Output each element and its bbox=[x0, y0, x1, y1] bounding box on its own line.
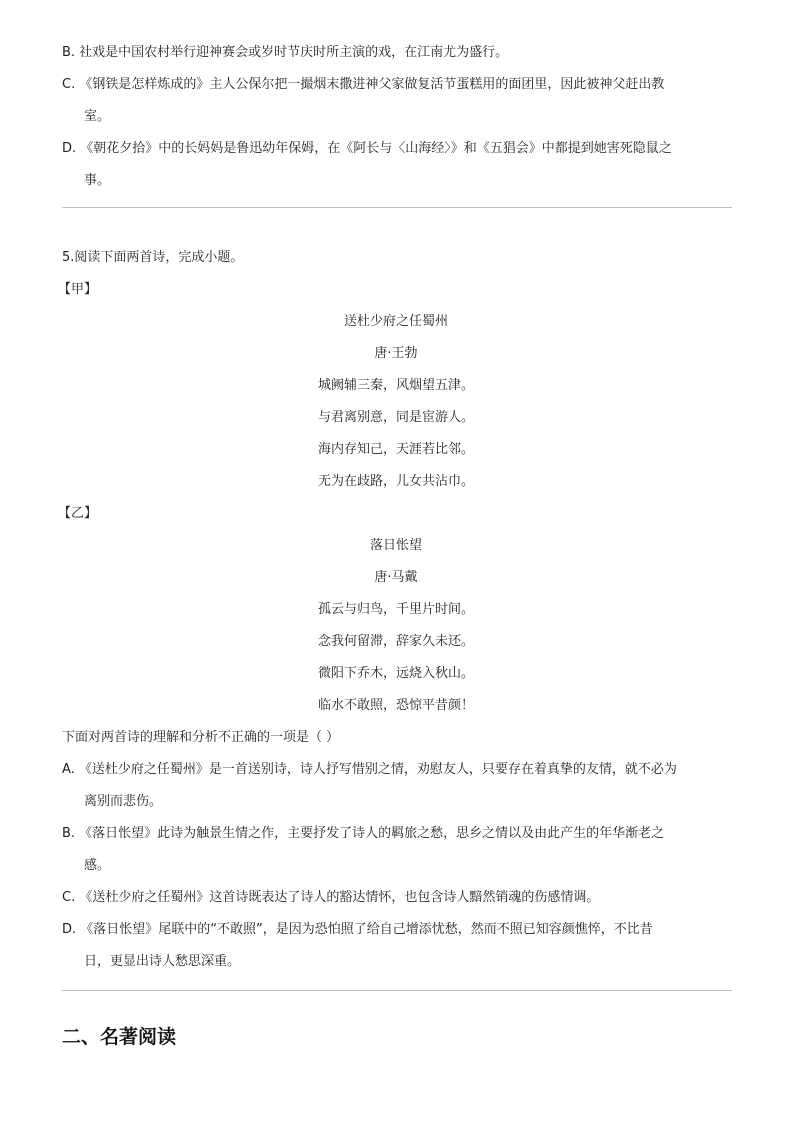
q5-option-d: D. 《落日怅望》尾联中的“不敢照”，是因为恐怕照了给自己增添忧愁，然而不照已知容颜憔悴，不比昔 bbox=[62, 922, 653, 937]
q5-option-d-continued: 日，更显出诗人愁思深重。 bbox=[84, 954, 241, 969]
section-title: 二、名著阅读 bbox=[62, 1026, 177, 1048]
q5-option-b-continued: 感。 bbox=[84, 858, 111, 873]
poem2-title: 落日怅望 bbox=[369, 538, 422, 553]
poem2-line: 微阳下乔木，远烧入秋山。 bbox=[317, 666, 474, 681]
poem-jia-label: 【甲】 bbox=[58, 282, 98, 297]
poem1-line: 无为在歧路，儿女共沾巾。 bbox=[317, 474, 474, 489]
poem2-line: 临水不敢照，恐惊平昔颜！ bbox=[317, 698, 474, 713]
q4-option-d: D. 《朝花夕拾》中的长妈妈是鲁迅幼年保姆，在《阿长与〈山海经〉》和《五猖会》中都提到她害死隐鼠之 bbox=[62, 141, 672, 156]
q4-option-c: C. 《钢铁是怎样炼成的》主人公保尔把一撮烟末撒进神父家做复活节蛋糕用的面团里，因此被神父赶出教 bbox=[62, 77, 665, 92]
poem1-line: 城阙辅三秦，风烟望五津。 bbox=[317, 378, 474, 393]
poem1-author: 唐·王勃 bbox=[374, 346, 418, 361]
poem2-line: 念我何留滞，辞家久未还。 bbox=[317, 634, 474, 649]
poem1-line: 海内存知己，天涯若比邻。 bbox=[317, 442, 474, 457]
poem2-line: 孤云与归鸟，千里片时间。 bbox=[317, 602, 474, 617]
poem1-title: 送杜少府之任蜀州 bbox=[343, 314, 448, 329]
q5-option-a-continued: 离别而悲伤。 bbox=[84, 794, 163, 809]
divider bbox=[62, 990, 732, 991]
poem-yi-label: 【乙】 bbox=[58, 506, 98, 521]
q5-option-a: A. 《送杜少府之任蜀州》是一首送别诗，诗人抒写惜别之情，劝慰友人，只要存在着真挚的友情，就不必为 bbox=[62, 762, 677, 777]
poem2-author: 唐·马戴 bbox=[374, 570, 418, 585]
q5-question: 下面对两首诗的理解和分析不正确的一项是（ ） bbox=[62, 730, 340, 745]
q4-option-b: B. 社戏是中国农村举行迎神赛会或岁时节庆时所主演的戏，在江南尤为盛行。 bbox=[62, 45, 509, 60]
poem1-line: 与君离别意，同是宦游人。 bbox=[317, 410, 474, 425]
q5-stem: 5.阅读下面两首诗，完成小题。 bbox=[62, 250, 244, 265]
q4-option-c-continued: 室。 bbox=[84, 109, 111, 124]
q4-option-d-continued: 事。 bbox=[84, 173, 111, 188]
divider bbox=[62, 207, 732, 208]
q5-option-c: C. 《送杜少府之任蜀州》这首诗既表达了诗人的豁达情怀，也包含诗人黯然销魂的伤感情调。 bbox=[62, 890, 600, 905]
q5-option-b: B. 《落日怅望》此诗为触景生情之作，主要抒发了诗人的羁旅之愁，思乡之情以及由此产生的年华渐老之 bbox=[62, 826, 665, 841]
